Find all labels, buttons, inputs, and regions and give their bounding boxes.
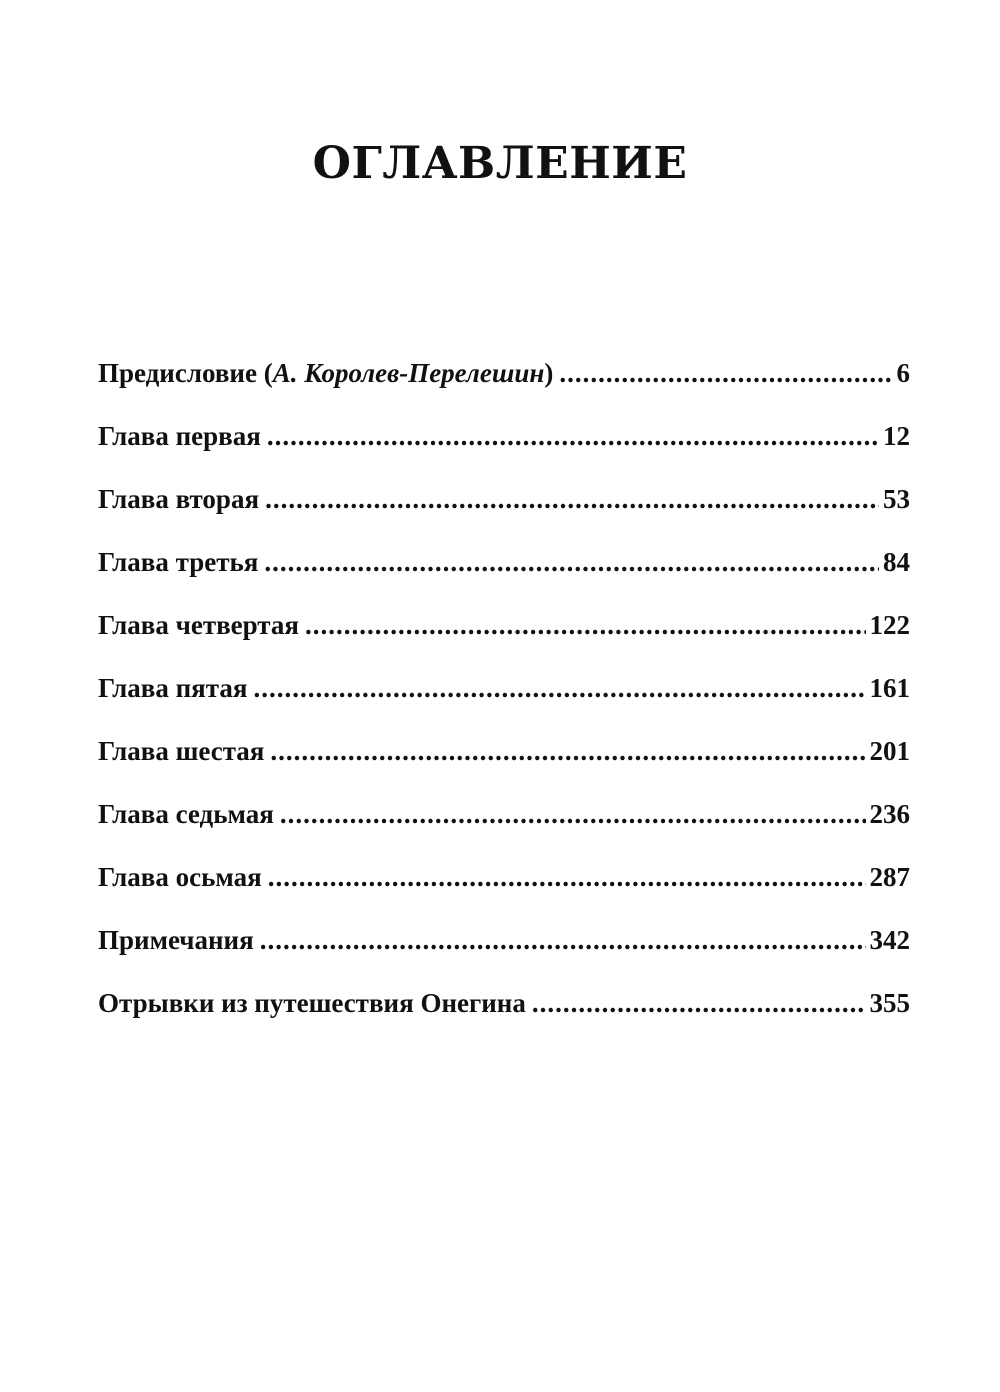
toc-entry-page: 236 <box>869 799 910 829</box>
toc-entry-chapter-2 <box>98 484 910 547</box>
toc-entry-author: А. Королев-Перелешин <box>272 358 545 388</box>
toc-entry-chapter-5 <box>98 673 910 736</box>
toc-entry-chapter-3 <box>98 547 910 610</box>
toc-entry-label: Глава первая <box>98 421 261 451</box>
toc-entry-notes <box>98 925 910 988</box>
toc-entry-label: Примечания <box>98 925 254 955</box>
toc-entry-chapter-7 <box>98 799 910 862</box>
toc-entry-page: 201 <box>869 736 910 766</box>
toc-entry-page: 287 <box>869 862 910 892</box>
toc-entry-chapter-4 <box>98 610 910 673</box>
toc-leader-dots <box>532 988 866 1019</box>
toc-entry-label: Глава шестая <box>98 736 265 766</box>
toc-leader-dots <box>264 547 879 578</box>
toc-entry-preface <box>98 358 910 421</box>
toc-entry-label: Глава четвертая <box>98 610 300 640</box>
table-of-contents <box>98 358 910 1051</box>
toc-entry-label: Отрывки из путешествия Онегина <box>98 988 526 1018</box>
toc-entry-page: 342 <box>869 925 910 955</box>
toc-leader-dots <box>268 862 866 893</box>
toc-leader-dots <box>267 421 879 452</box>
toc-entry-page: 6 <box>896 358 910 388</box>
toc-leader-dots <box>305 610 865 641</box>
toc-entry-page: 12 <box>883 421 910 451</box>
toc-entry-label: Глава пятая <box>98 673 248 703</box>
toc-entry-label <box>98 358 553 389</box>
toc-leader-dots <box>559 358 892 389</box>
page-title: ОГЛАВЛЕНИЕ <box>312 138 688 189</box>
toc-entry-label-start: Предисловие ( <box>98 358 273 388</box>
toc-leader-dots <box>270 736 865 767</box>
toc-entry-label: Глава вторая <box>98 484 260 514</box>
toc-entry-page: 84 <box>883 547 910 577</box>
toc-leader-dots <box>260 925 866 956</box>
toc-leader-dots <box>253 673 865 704</box>
toc-entry-page: 53 <box>883 484 910 514</box>
toc-entry-chapter-1 <box>98 421 910 484</box>
toc-entry-chapter-8 <box>98 862 910 925</box>
toc-entry-label: Глава третья <box>98 547 259 577</box>
toc-leader-dots <box>280 799 866 830</box>
toc-entry-chapter-6 <box>98 736 910 799</box>
toc-entry-page: 355 <box>869 988 910 1018</box>
toc-entry-label: Глава осьмая <box>98 862 262 892</box>
toc-leader-dots <box>265 484 879 515</box>
toc-entry-page: 161 <box>869 673 910 703</box>
toc-entry-page: 122 <box>869 610 910 640</box>
toc-entry-label: Глава седьмая <box>98 799 274 829</box>
toc-entry-label-end: ) <box>544 358 554 388</box>
toc-entry-onegin-journey <box>98 988 910 1051</box>
